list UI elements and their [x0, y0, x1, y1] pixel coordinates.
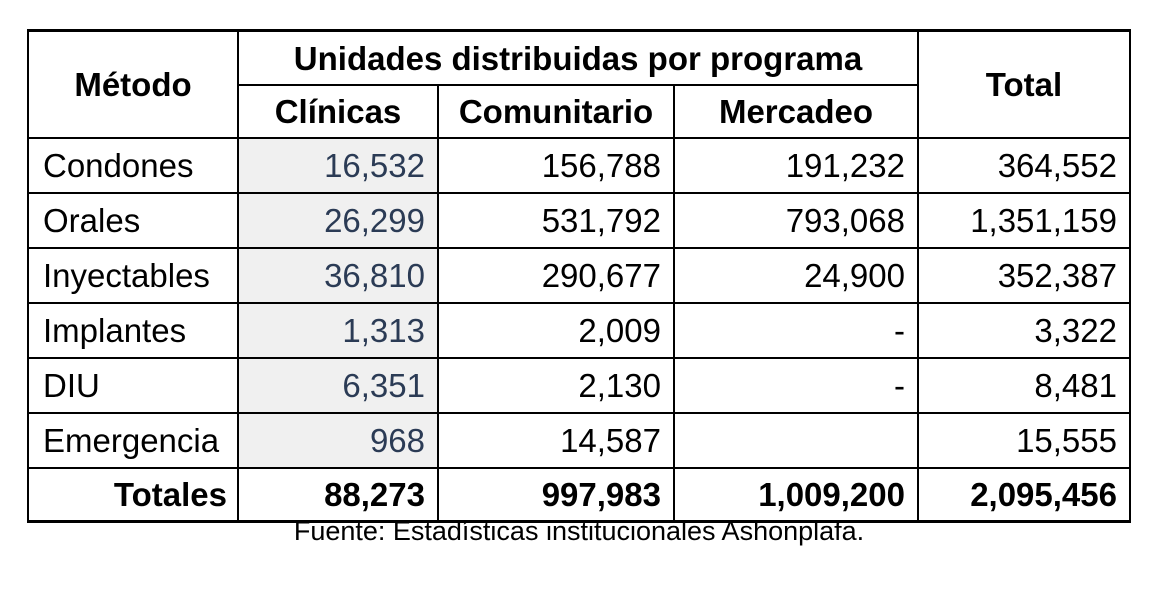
header-comunitario: Comunitario [438, 85, 674, 138]
row-total: 8,481 [918, 358, 1130, 413]
totals-clinicas: 88,273 [238, 468, 438, 522]
row-total: 352,387 [918, 248, 1130, 303]
row-mercadeo: 793,068 [674, 193, 918, 248]
distribution-table [27, 29, 1131, 523]
row-clinicas: 16,532 [238, 138, 438, 193]
table-row [28, 303, 1130, 358]
totals-mercadeo: 1,009,200 [674, 468, 918, 522]
header-mercadeo: Mercadeo [674, 85, 918, 138]
row-mercadeo [674, 413, 918, 468]
row-method: Orales [28, 193, 238, 248]
row-mercadeo: - [674, 303, 918, 358]
row-clinicas: 36,810 [238, 248, 438, 303]
header-clinicas: Clínicas [238, 85, 438, 138]
row-comunitario: 2,009 [438, 303, 674, 358]
totals-label: Totales [28, 468, 238, 522]
row-comunitario: 156,788 [438, 138, 674, 193]
row-clinicas: 968 [238, 413, 438, 468]
table-row [28, 193, 1130, 248]
row-total: 1,351,159 [918, 193, 1130, 248]
table-row [28, 248, 1130, 303]
table-row [28, 413, 1130, 468]
row-comunitario: 14,587 [438, 413, 674, 468]
header-total: Total [918, 31, 1130, 139]
table-row [28, 358, 1130, 413]
totals-row [28, 468, 1130, 522]
source-note: Fuente: Estadísticas institucionales Ashonplafa. [293, 516, 865, 546]
row-method: DIU [28, 358, 238, 413]
row-method: Implantes [28, 303, 238, 358]
row-clinicas: 26,299 [238, 193, 438, 248]
totals-comunitario: 997,983 [438, 468, 674, 522]
row-comunitario: 290,677 [438, 248, 674, 303]
row-total: 15,555 [918, 413, 1130, 468]
row-total: 364,552 [918, 138, 1130, 193]
row-total: 3,322 [918, 303, 1130, 358]
row-clinicas: 1,313 [238, 303, 438, 358]
row-method: Inyectables [28, 248, 238, 303]
table-row [28, 138, 1130, 193]
row-method: Emergencia [28, 413, 238, 468]
row-clinicas: 6,351 [238, 358, 438, 413]
header-group: Unidades distribuidas por programa [238, 31, 918, 86]
row-mercadeo: 191,232 [674, 138, 918, 193]
row-comunitario: 531,792 [438, 193, 674, 248]
row-mercadeo: 24,900 [674, 248, 918, 303]
header-method: Método [28, 31, 238, 139]
totals-total: 2,095,456 [918, 468, 1130, 522]
row-comunitario: 2,130 [438, 358, 674, 413]
distribution-table-container [27, 29, 1129, 523]
row-mercadeo: - [674, 358, 918, 413]
row-method: Condones [28, 138, 238, 193]
